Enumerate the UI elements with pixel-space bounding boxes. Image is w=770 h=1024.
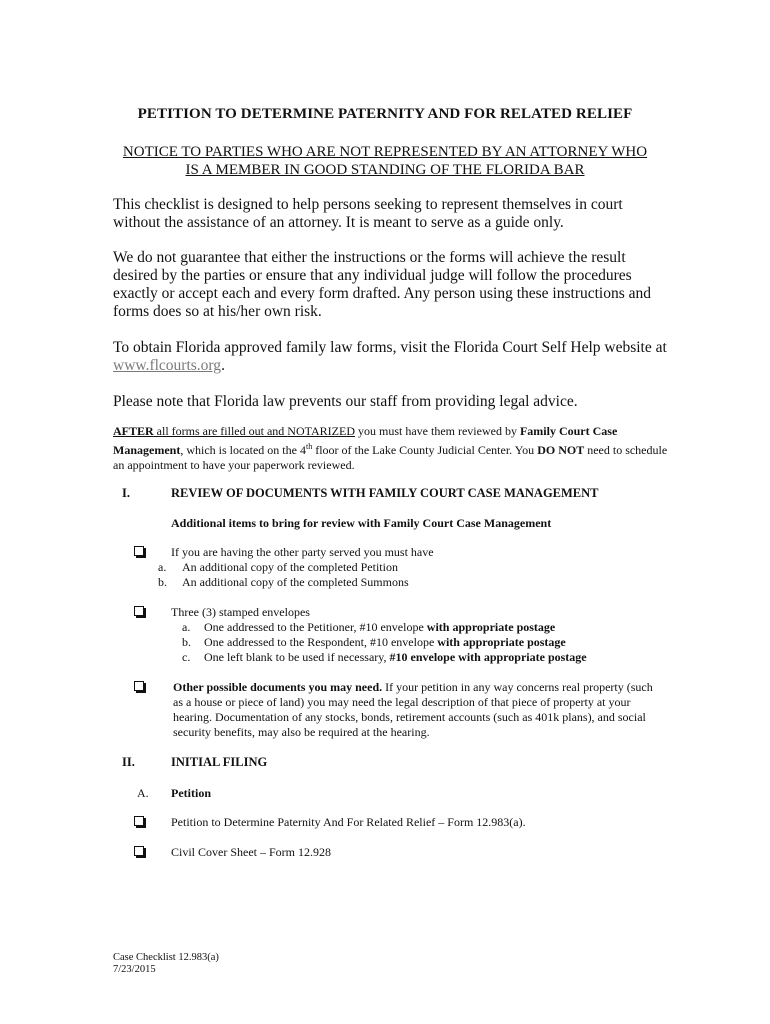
item-petition-form: Petition to Determine Paternity And For Related Relief – Form 12.983(a). [171,815,526,829]
legal-advice-paragraph: Please note that Florida law prevents our staff from providing legal advice. [113,393,578,410]
intro-paragraph: This checklist is designed to help persons seeking to represent themselves in court without the assistance of an attorney. It is meant to serve as a guide only. [113,196,623,231]
item-civil-cover-sheet: Civil Cover Sheet – Form 12.928 [171,845,331,859]
item-envelopes: Three (3) stamped envelopes [171,605,310,619]
filled-text: all forms are filled out and [153,424,288,438]
section-2-sub-letter: A. [137,786,149,800]
checkbox-petition-form[interactable] [134,816,144,826]
item-serve-party-a-letter: a. [158,560,167,574]
document-title: PETITION TO DETERMINE PATERNITY AND FOR RELATED RELIEF [137,106,633,122]
notarized-text: NOTARIZED [287,424,355,438]
section-1-subheading: Additional items to bring for review with Family Court Case Management [171,516,552,530]
item-envelopes-c-letter: c. [182,650,191,664]
forms-paragraph [113,339,673,375]
notice-line-1: NOTICE TO PARTIES WHO ARE NOT REPRESENTED BY AN ATTORNEY WHO [122,144,648,160]
item-other-documents: Other possible documents you may need. If your petition in any way concerns real property (such as a house or piece of land) you may need the legal description of that piece of property at your hearing. Documentation of any stocks, bonds, retirement accounts (such as 401k plans), and social security benefits, may also be required at the hearing. [173,680,653,739]
forms-period: . [221,357,225,374]
notice-line-2: IS A MEMBER IN GOOD STANDING OF THE FLORIDA BAR [185,162,585,178]
floor-text: floor of the Lake County Judicial Center. You [312,443,538,457]
footer-date: 7/23/2015 [113,964,156,975]
item-envelopes-b: One addressed to the Respondent, #10 envelope with appropriate postage [204,635,566,649]
section-1-number: I. [122,486,130,500]
item-serve-party-b-letter: b. [158,575,167,589]
ordinal-suffix: th [305,442,313,451]
checkbox-serve-party[interactable] [134,546,144,556]
notice-heading [100,143,670,179]
checkbox-envelopes[interactable] [134,606,144,616]
item-envelopes-a-letter: a. [182,620,191,634]
review-note [113,424,673,473]
item-envelopes-b-letter: b. [182,635,191,649]
item-serve-party: If you are having the other party served you must have [171,545,434,559]
after-text: AFTER [113,424,154,438]
section-1-heading: REVIEW OF DOCUMENTS WITH FAMILY COURT CASE MANAGEMENT [171,486,599,500]
disclaimer-paragraph: We do not guarantee that either the instructions or the forms will achieve the result desired by the parties or ensure that any individual judge will follow the procedures exactly or accept each and every form drafted. Any person using these instructions and forms does so at his/her own risk. [113,249,652,320]
item-serve-party-a: An additional copy of the completed Petition [182,560,398,574]
footer [113,952,219,976]
forms-text: To obtain Florida approved family law forms, visit the Florida Court Self Help website at [113,339,667,356]
donot-text: DO NOT [537,443,585,457]
item-envelopes-a: One addressed to the Petitioner, #10 envelope with appropriate postage [204,620,556,634]
flcourts-link[interactable]: www.flcourts.org [113,357,222,374]
item-envelopes-c: One left blank to be used if necessary, #10 envelope with appropriate postage [204,650,587,664]
section-2-number: II. [122,755,135,769]
section-2-subheading: Petition [171,786,211,800]
item-serve-party-b: An additional copy of the completed Summons [182,575,409,589]
fccm-text: Family Court Case Management [113,424,618,457]
need-text: need to schedule an appointment to have your paperwork reviewed. [113,443,668,472]
located-text: , which is located on the 4 [180,443,306,457]
section-2-heading: INITIAL FILING [171,755,268,769]
must-text: you must have them reviewed by [355,424,520,438]
checkbox-other-documents[interactable] [134,681,144,691]
checkbox-civil-cover-sheet[interactable] [134,846,144,856]
footer-form-id: Case Checklist 12.983(a) [113,952,219,963]
